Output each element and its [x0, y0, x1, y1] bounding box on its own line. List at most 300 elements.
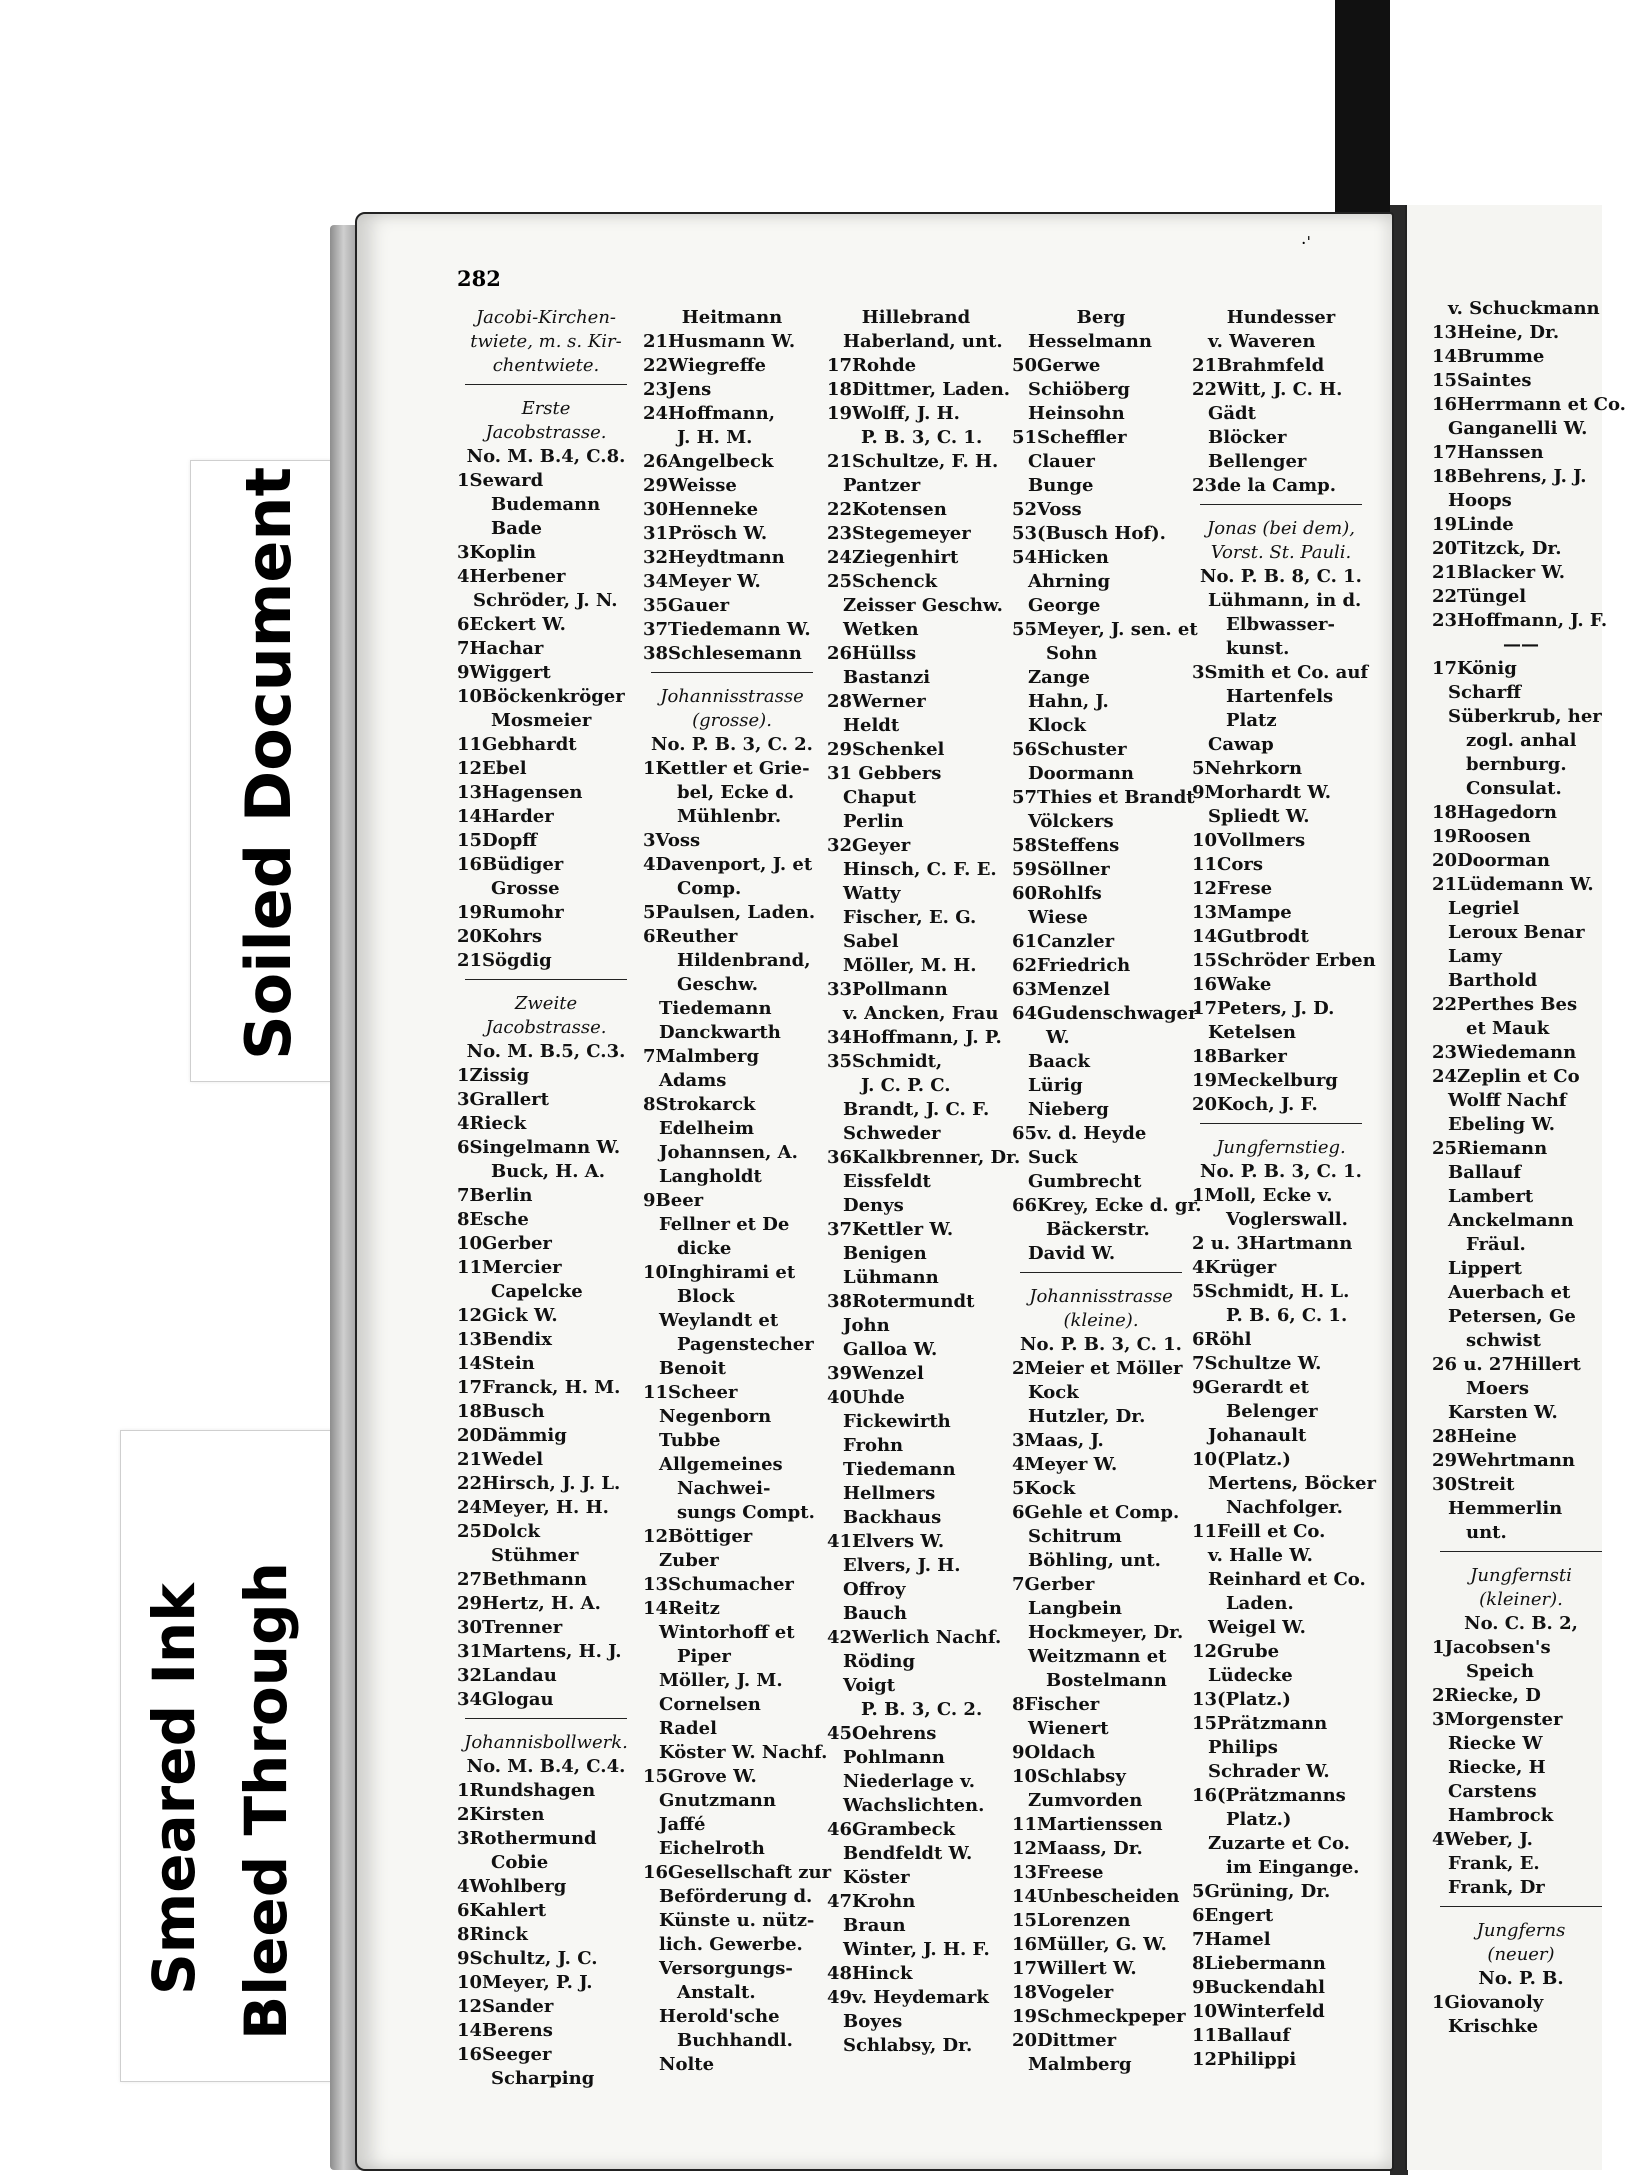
directory-entry: 11Scheer: [643, 1382, 738, 1403]
directory-entry: Wintorhoff et: [659, 1622, 795, 1643]
directory-entry: Voglerswall.: [1226, 1209, 1348, 1230]
directory-entry: 32Landau: [457, 1665, 557, 1686]
directory-entry: 20Dittmer: [1012, 2030, 1117, 2051]
directory-entry: Lühmann: [843, 1267, 939, 1288]
directory-entry: 22Witt, J. C. H.: [1192, 379, 1343, 400]
directory-entry: Legriel: [1448, 898, 1520, 919]
directory-entry: Moers: [1466, 1378, 1529, 1399]
directory-entry: 1Zissig: [457, 1065, 530, 1086]
directory-entry: 42Werlich Nachf.: [827, 1627, 1002, 1648]
directory-entry: Comp.: [677, 878, 742, 899]
directory-entry: Versorgungs-: [659, 1958, 793, 1979]
directory-entry: Schlabsy, Dr.: [843, 2035, 973, 2056]
directory-entry: George: [1028, 595, 1101, 616]
directory-entry: Buchhandl.: [677, 2030, 793, 2051]
directory-entry: Jaffé: [659, 1814, 706, 1835]
directory-entry: 3Grallert: [457, 1089, 549, 1110]
directory-entry: 17Peters, J. D.: [1192, 998, 1335, 1019]
directory-entry: Fellner et De: [659, 1214, 790, 1235]
directory-entry: schwist: [1466, 1330, 1541, 1351]
directory-entry: Adams: [659, 1070, 727, 1091]
directory-entry: 39Wenzel: [827, 1363, 924, 1384]
label-soiled-document: Soiled Document: [232, 466, 305, 1060]
directory-entry: No. M. B.4, C.4.: [466, 1756, 626, 1777]
directory-entry: Denys: [843, 1195, 904, 1216]
directory-entry: 8Esche: [457, 1209, 529, 1230]
directory-entry: 5Nehrkorn: [1192, 758, 1303, 779]
directory-entry: Ahrning: [1028, 571, 1111, 592]
directory-entry: Nachwei-: [677, 1478, 771, 1499]
directory-entry: Hartenfels: [1226, 686, 1334, 707]
directory-entry: 9Oldach: [1012, 1742, 1096, 1763]
directory-entry: 59Söllner: [1012, 859, 1110, 880]
directory-entry: kunst.: [1226, 638, 1290, 659]
directory-entry: 21Lüdemann W.: [1432, 874, 1594, 895]
directory-entry: 18Behrens, J. J.: [1432, 466, 1587, 487]
directory-entry: Radel: [659, 1718, 717, 1739]
directory-entry: 7Hamel: [1192, 1929, 1271, 1950]
directory-entry: Lühmann, in d.: [1208, 590, 1362, 611]
directory-entry: Heitmann: [681, 307, 783, 328]
directory-column-3: [827, 306, 1021, 2058]
directory-entry: Chaput: [843, 787, 917, 808]
directory-entry: Herold'sche: [659, 2006, 780, 2027]
directory-entry: 1Seward: [457, 470, 544, 491]
directory-entry: Riecke, H: [1448, 1757, 1546, 1778]
directory-entry: 6Singelmann W.: [457, 1137, 621, 1158]
directory-entry: 19Wolff, J. H.: [827, 403, 960, 424]
directory-entry: 6Gehle et Comp.: [1012, 1502, 1180, 1523]
directory-entry: Niederlage v.: [843, 1771, 975, 1792]
directory-entry: Sohn: [1046, 643, 1098, 664]
directory-entry: 6Röhl: [1192, 1329, 1252, 1350]
street-heading: (kleine).: [1063, 1310, 1139, 1331]
directory-entry: Cobie: [491, 1852, 549, 1873]
directory-entry: Laden.: [1226, 1593, 1294, 1614]
directory-entry: 57Thies et Brandt: [1012, 787, 1195, 808]
directory-entry: 21Schultze, F. H.: [827, 451, 999, 472]
directory-entry: 18Busch: [457, 1401, 545, 1422]
street-heading: (grosse).: [692, 710, 772, 731]
section-divider: [1440, 1906, 1602, 1917]
directory-entry: 32Heydtmann: [643, 547, 785, 568]
directory-entry: Weylandt et: [659, 1310, 779, 1331]
directory-entry: 11Cors: [1192, 854, 1263, 875]
directory-entry: Nachfolger.: [1226, 1497, 1343, 1518]
directory-entry: ——: [1503, 634, 1539, 655]
directory-entry: No. P. B.: [1478, 1968, 1564, 1989]
directory-entry: Hundesser: [1226, 307, 1336, 328]
directory-entry: 13Schumacher: [643, 1574, 794, 1595]
directory-entry: v. Halle W.: [1208, 1545, 1313, 1566]
directory-entry: 2Riecke, D: [1432, 1685, 1541, 1706]
directory-entry: 6Reuther: [643, 926, 738, 947]
directory-entry: 17Hanssen: [1432, 442, 1544, 463]
directory-entry: Hildenbrand,: [677, 950, 811, 971]
directory-entry: 37Tiedemann W.: [643, 619, 811, 640]
directory-entry: 26Hüllss: [827, 643, 917, 664]
directory-entry: 21Blacker W.: [1432, 562, 1566, 583]
directory-entry: P. B. 3, C. 2.: [861, 1699, 983, 1720]
section-divider: [651, 672, 813, 683]
directory-entry: 1Jacobsen's: [1432, 1637, 1551, 1658]
directory-entry: Schiöberg: [1028, 379, 1130, 400]
directory-entry: bel, Eckе d.: [677, 782, 795, 803]
directory-entry: Gädt: [1208, 403, 1256, 424]
directory-entry: 45Oehrens: [827, 1723, 937, 1744]
directory-entry: 13Mampe: [1192, 902, 1292, 923]
directory-entry: 3Rothermund: [457, 1828, 597, 1849]
directory-entry: Malmberg: [1028, 2054, 1132, 2075]
directory-entry: J. C. P. C.: [861, 1075, 951, 1096]
directory-entry: v. Ancken, Frau: [843, 1003, 999, 1024]
directory-entry: Anckelmann: [1448, 1210, 1574, 1231]
directory-entry: 7Malmberg: [643, 1046, 760, 1067]
directory-entry: Voigt: [843, 1675, 896, 1696]
directory-entry: W.: [1046, 1027, 1070, 1048]
directory-entry: Tiedemann: [659, 998, 772, 1019]
directory-entry: Künste u. nütz-: [659, 1910, 815, 1931]
label-smeared-ink: Smeared Ink: [140, 1583, 208, 1995]
directory-entry: Zeisser Geschw.: [843, 595, 1003, 616]
directory-entry: 31 Gebbers: [827, 763, 942, 784]
directory-entry: 5Grüning, Dr.: [1192, 1881, 1331, 1902]
directory-entry: No. P. B. 3, C. 1.: [1200, 1161, 1362, 1182]
directory-entry: Elbwasser-: [1226, 614, 1335, 635]
directory-entry: 21Husmann W.: [643, 331, 796, 352]
section-divider: [1440, 1551, 1602, 1562]
directory-entry: Wolff Nachf: [1448, 1090, 1567, 1111]
directory-entry: 25Schenck: [827, 571, 938, 592]
page-number: 282: [457, 266, 501, 291]
directory-entry: Doormann: [1028, 763, 1134, 784]
street-heading: Johannisstrasse: [1029, 1286, 1173, 1307]
street-heading: Johannisstrasse: [660, 686, 804, 707]
directory-entry: Bäckerstr.: [1046, 1219, 1150, 1240]
directory-entry: 23Wiedemann: [1432, 1042, 1577, 1063]
directory-entry: Langholdt: [659, 1166, 762, 1187]
directory-entry: 6Kahlert: [457, 1900, 547, 1921]
directory-entry: 19Meckelburg: [1192, 1070, 1338, 1091]
directory-entry: Cawap: [1208, 734, 1274, 755]
directory-entry: 19Rumohr: [457, 902, 564, 923]
directory-entry: Hutzler, Dr.: [1028, 1406, 1146, 1427]
directory-entry: 3Maas, J.: [1012, 1430, 1104, 1451]
directory-entry: 29Schenkel: [827, 739, 945, 760]
directory-entry: Riecke W: [1448, 1733, 1543, 1754]
directory-entry: No. M. B.4, C.8.: [466, 446, 626, 467]
directory-entry: Bade: [491, 518, 542, 539]
directory-entry: 2 u. 3Hartmann: [1192, 1233, 1353, 1254]
directory-entry: Haberland, unt.: [843, 331, 1003, 352]
directory-entry: Hillebrand: [861, 307, 971, 328]
directory-entry: 29Hertz, H. A.: [457, 1593, 601, 1614]
directory-column-6: [1432, 297, 1626, 2039]
section-divider: [465, 384, 627, 395]
directory-entry: 17Willert W.: [1012, 1958, 1137, 1979]
directory-entry: Hockmeyer, Dr.: [1028, 1622, 1184, 1643]
directory-entry: Ganganelli W.: [1448, 418, 1588, 439]
directory-entry: 54Hicken: [1012, 547, 1109, 568]
directory-entry: 13Bendix: [457, 1329, 552, 1350]
directory-entry: No. P. B. 8, C. 1.: [1200, 566, 1362, 587]
directory-entry: zogl. anhal: [1466, 730, 1577, 751]
directory-entry: 8Fischer: [1012, 1694, 1100, 1715]
directory-entry: 31Prösch W.: [643, 523, 768, 544]
directory-entry: 12Böttiger: [643, 1526, 753, 1547]
directory-entry: 52Voss: [1012, 499, 1082, 520]
directory-entry: 9Wiggert: [457, 662, 551, 683]
facing-page: [1405, 205, 1626, 2170]
directory-entry: Hahn, J.: [1028, 691, 1109, 712]
directory-entry: Geschw.: [677, 974, 758, 995]
directory-entry: 24Ziegenhirt: [827, 547, 959, 568]
directory-entry: 10Vollmers: [1192, 830, 1306, 851]
directory-entry: 13Heine, Dr.: [1432, 322, 1560, 343]
directory-entry: 11Gebhardt: [457, 734, 577, 755]
directory-entry: 4Wohlberg: [457, 1876, 567, 1897]
directory-entry: John: [843, 1315, 890, 1336]
directory-entry: Backhaus: [843, 1507, 942, 1528]
directory-entry: Barthold: [1448, 970, 1538, 991]
directory-entry: 26 u. 27Hillert: [1432, 1354, 1581, 1375]
street-heading: Jungfernstieg.: [1216, 1137, 1346, 1158]
directory-entry: Berg: [1076, 307, 1126, 328]
street-heading: Jungferns: [1476, 1920, 1566, 1941]
directory-entry: 10Meyer, P. J.: [457, 1972, 593, 1993]
directory-entry: Auerbach et: [1448, 1282, 1571, 1303]
directory-entry: 14Reitz: [643, 1598, 720, 1619]
directory-entry: Stühmer: [491, 1545, 579, 1566]
directory-entry: 51Scheffler: [1012, 427, 1127, 448]
directory-entry: Pagenstecher: [677, 1334, 814, 1355]
directory-entry: Petersen, Ge: [1448, 1306, 1576, 1327]
directory-entry: 16Gesellschaft zur: [643, 1862, 832, 1883]
directory-entry: 10(Platz.): [1192, 1449, 1291, 1470]
directory-entry: 21Sögdig: [457, 950, 552, 971]
directory-entry: 12Philippi: [1192, 2049, 1297, 2070]
directory-entry: 6Engert: [1192, 1905, 1274, 1926]
directory-entry: Johannsen, A.: [659, 1142, 798, 1163]
directory-entry: 10Winterfeld: [1192, 2001, 1325, 2022]
directory-entry: 12Sander: [457, 1996, 554, 2017]
directory-entry: 16Herrmann et Co.: [1432, 394, 1626, 415]
directory-entry: Edelheim: [659, 1118, 755, 1139]
directory-entry: 9Morhardt W.: [1192, 782, 1332, 803]
directory-entry: Fickewirth: [843, 1411, 951, 1432]
directory-entry: Schrader W.: [1208, 1761, 1330, 1782]
directory-entry: 10Böckenkröger: [457, 686, 625, 707]
directory-entry: 29Wehrtmann: [1432, 1450, 1576, 1471]
directory-entry: 3Smith et Co. auf: [1192, 662, 1369, 683]
directory-entry: 20Doorman: [1432, 850, 1550, 871]
directory-entry: Hinsch, C. F. E.: [843, 859, 997, 880]
directory-entry: Pohlmann: [843, 1747, 945, 1768]
directory-entry: Budemann: [491, 494, 601, 515]
directory-entry: Lürig: [1028, 1075, 1083, 1096]
section-divider: [1200, 504, 1362, 515]
directory-entry: Frank, E.: [1448, 1853, 1540, 1874]
directory-entry: Ebeling W.: [1448, 1114, 1556, 1135]
directory-entry: Zuzarte et Co.: [1208, 1833, 1350, 1854]
directory-entry: Gumbrecht: [1028, 1171, 1142, 1192]
directory-entry: Mosmeier: [491, 710, 592, 731]
directory-entry: P. B. 6, C. 1.: [1226, 1305, 1348, 1326]
section-divider: [465, 979, 627, 990]
directory-entry: Karsten W.: [1448, 1402, 1558, 1423]
directory-entry: Heldt: [843, 715, 900, 736]
street-heading: (kleiner).: [1479, 1589, 1563, 1610]
directory-entry: Danckwarth: [659, 1022, 781, 1043]
directory-entry: Völckers: [1028, 811, 1114, 832]
directory-entry: 4Davenport, J. et: [643, 854, 813, 875]
directory-entry: 1Moll, Ecke v.: [1192, 1185, 1333, 1206]
directory-entry: Schröder, J. N.: [473, 590, 618, 611]
directory-entry: Kock: [1028, 1382, 1079, 1403]
directory-entry: 61Canzler: [1012, 931, 1115, 952]
directory-entry: bernburg.: [1466, 754, 1567, 775]
directory-entry: Lambert: [1448, 1186, 1534, 1207]
directory-entry: 8Rinck: [457, 1924, 528, 1945]
directory-entry: Negenborn: [659, 1406, 772, 1427]
directory-entry: 21Wedel: [457, 1449, 544, 1470]
directory-entry: 10Inghirami et: [643, 1262, 796, 1283]
directory-entry: 24Hoffmann,: [643, 403, 775, 424]
directory-entry: Lamy: [1448, 946, 1502, 967]
directory-entry: Offroy: [843, 1579, 906, 1600]
directory-entry: Capelcke: [491, 1281, 583, 1302]
directory-entry: 64Gudenschwager: [1012, 1003, 1198, 1024]
directory-entry: 33Pollmann: [827, 979, 948, 1000]
directory-entry: Ballauf: [1448, 1162, 1522, 1183]
directory-entry: Köster: [843, 1867, 910, 1888]
directory-entry: No. P. B. 3, C. 1.: [1020, 1334, 1182, 1355]
directory-entry: Nolte: [659, 2054, 715, 2075]
directory-entry: 22Tüngel: [1432, 586, 1527, 607]
directory-entry: 20Dämmig: [457, 1425, 567, 1446]
directory-entry: Allgemeines: [659, 1454, 783, 1475]
directory-entry: 8Liebermann: [1192, 1953, 1326, 1974]
directory-column-1: [457, 306, 635, 2091]
directory-entry: 7Schultze W.: [1192, 1353, 1322, 1374]
directory-entry: Gnutzmann: [659, 1790, 776, 1811]
directory-entry: Hambrock: [1448, 1805, 1554, 1826]
directory-entry: Langbein: [1028, 1598, 1122, 1619]
directory-entry: 14Stein: [457, 1353, 535, 1374]
directory-entry: 17König: [1432, 658, 1517, 679]
ink-mark: ·ˈ: [1301, 234, 1312, 254]
directory-entry: 40Uhde: [827, 1387, 905, 1408]
directory-entry: Tubbe: [659, 1430, 721, 1451]
directory-entry: 31Martens, H. J.: [457, 1641, 622, 1662]
directory-entry: Sabel: [843, 931, 899, 952]
directory-entry: Block: [677, 1286, 735, 1307]
directory-entry: Wiese: [1028, 907, 1088, 928]
directory-entry: 26Angelbeck: [643, 451, 774, 472]
directory-entry: 62Friedrich: [1012, 955, 1131, 976]
directory-entry: 16Müller, G. W.: [1012, 1934, 1167, 1955]
directory-entry: 56Schuster: [1012, 739, 1127, 760]
directory-entry: 19Roosen: [1432, 826, 1531, 847]
street-heading: Jonas (bei dem),: [1207, 518, 1355, 539]
directory-entry: 1Kettler et Grie-: [643, 758, 810, 779]
directory-entry: Piper: [677, 1646, 731, 1667]
directory-entry: Watty: [843, 883, 901, 904]
directory-entry: 24Zeplin et Co: [1432, 1066, 1580, 1087]
directory-entry: 9Buckendahl: [1192, 1977, 1325, 1998]
directory-entry: 36Kalkbrenner, Dr.: [827, 1147, 1021, 1168]
directory-entry: 30Henneke: [643, 499, 759, 520]
street-heading: chentwiete.: [492, 355, 600, 376]
directory-entry: Blöcker: [1208, 427, 1287, 448]
directory-entry: 14Berens: [457, 2020, 553, 2041]
section-divider: [1020, 1272, 1182, 1283]
directory-entry: 18Vogeler: [1012, 1982, 1114, 2003]
directory-entry: sungs Compt.: [677, 1502, 815, 1523]
directory-entry: 22Perthes Bes: [1432, 994, 1578, 1015]
directory-entry: 16Wake: [1192, 974, 1272, 995]
directory-entry: 25Riemann: [1432, 1138, 1548, 1159]
directory-entry: 49v. Heydemark: [827, 1987, 989, 2008]
directory-entry: 38Schlesemann: [643, 643, 802, 664]
directory-entry: 14Gutbrodt: [1192, 926, 1309, 947]
directory-entry: David W.: [1028, 1243, 1116, 1264]
directory-entry: Braun: [843, 1915, 906, 1936]
directory-entry: 46Grambeck: [827, 1819, 956, 1840]
directory-entry: 34Hoffmann, J. P.: [827, 1027, 1002, 1048]
directory-entry: 22Wiegreffe: [643, 355, 766, 376]
directory-entry: 12Maass, Dr.: [1012, 1838, 1143, 1859]
directory-entry: 4Weber, J.: [1432, 1829, 1533, 1850]
directory-entry: Klock: [1028, 715, 1086, 736]
directory-entry: Zuber: [659, 1550, 719, 1571]
directory-entry: 4Krüger: [1192, 1257, 1277, 1278]
street-heading: Vorst. St. Pauli.: [1210, 542, 1352, 563]
directory-entry: 20Kohrs: [457, 926, 543, 947]
directory-entry: 10Schlabsy: [1012, 1766, 1126, 1787]
directory-entry: 23Jens: [643, 379, 712, 400]
directory-column-5: [1192, 306, 1376, 2072]
directory-entry: 16(Prätzmanns: [1192, 1785, 1346, 1806]
directory-entry: Heinsohn: [1028, 403, 1125, 424]
directory-entry: Frohn: [843, 1435, 904, 1456]
directory-entry: 5Paulsen, Laden.: [643, 902, 816, 923]
directory-entry: 18Dittmer, Laden.: [827, 379, 1011, 400]
directory-entry: 15Schröder Erben: [1192, 950, 1376, 971]
street-heading: Erste: [521, 398, 571, 419]
directory-entry: et Mauk: [1466, 1018, 1550, 1039]
directory-entry: Mühlenbr.: [677, 806, 782, 827]
directory-entry: Clauer: [1028, 451, 1095, 472]
directory-entry: Zange: [1028, 667, 1090, 688]
directory-entry: 4Rieck: [457, 1113, 527, 1134]
directory-entry: 15Dopff: [457, 830, 538, 851]
directory-entry: Reinhard et Co.: [1208, 1569, 1366, 1590]
directory-entry: Benigen: [843, 1243, 927, 1264]
directory-entry: Frank, Dr: [1448, 1877, 1545, 1898]
directory-entry: 4Herbener: [457, 566, 566, 587]
directory-entry: 11Martienssen: [1012, 1814, 1163, 1835]
directory-entry: 55Meyer, J. sen. et: [1012, 619, 1198, 640]
directory-entry: Bellenger: [1208, 451, 1307, 472]
directory-entry: 4Meyer W.: [1012, 1454, 1118, 1475]
directory-entry: Böhling, unt.: [1028, 1550, 1161, 1571]
directory-entry: Scharping: [491, 2068, 595, 2089]
directory-entry: 58Steffens: [1012, 835, 1120, 856]
directory-entry: 7Gerber: [1012, 1574, 1095, 1595]
directory-entry: Philips: [1208, 1737, 1278, 1758]
directory-entry: Eichelroth: [659, 1838, 765, 1859]
